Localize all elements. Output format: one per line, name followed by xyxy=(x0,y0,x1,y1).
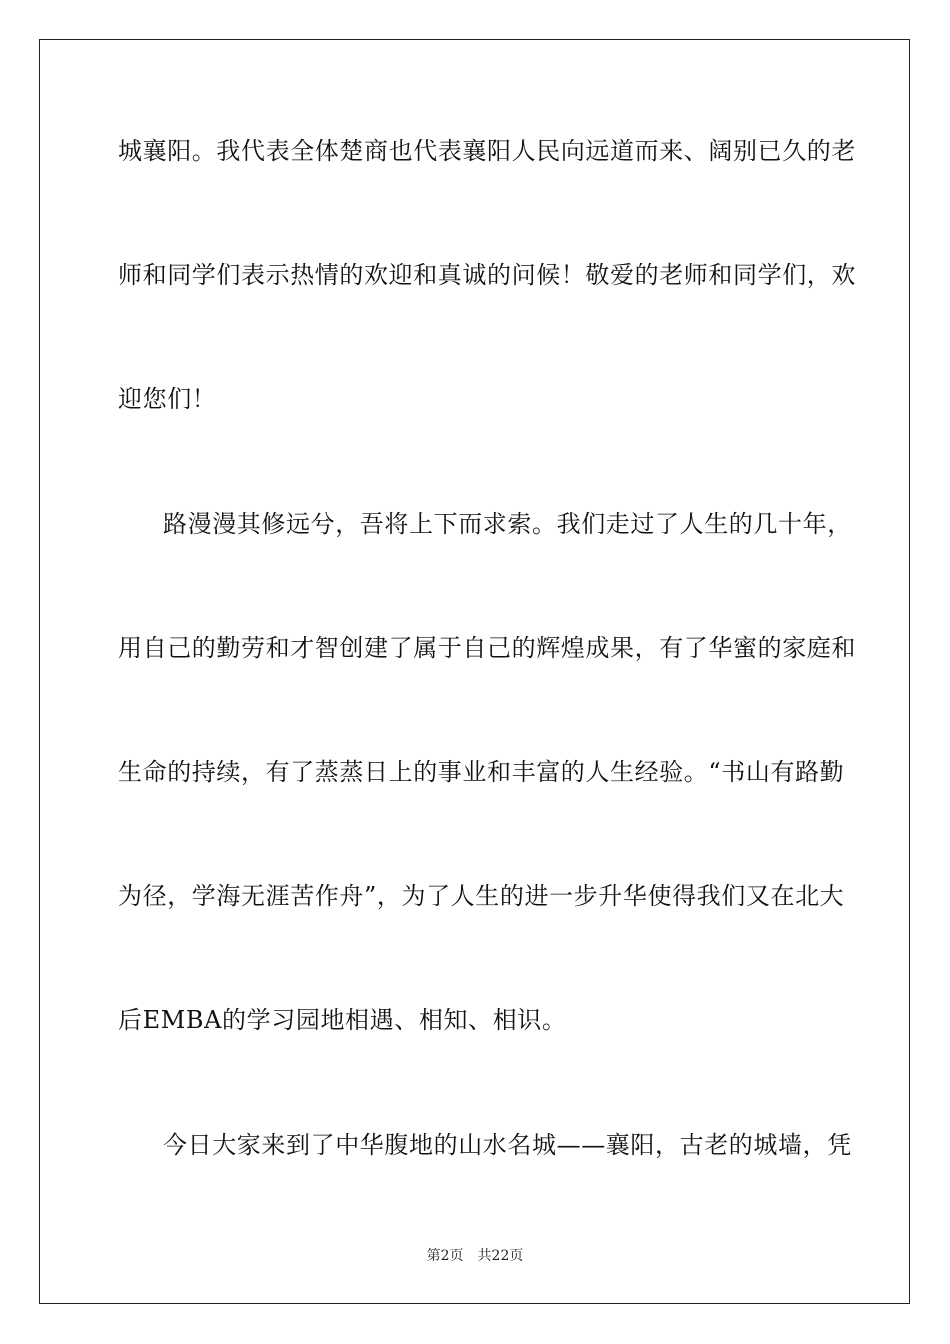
paragraph-line-2: 师和同学们表示热情的欢迎和真诚的问候！敬爱的老师和同学们，欢 xyxy=(118,261,856,289)
paragraph-line-8: 后EMBA的学习园地相遇、相知、相识。 xyxy=(118,1006,567,1034)
page-number-footer: 第2页 共22页 xyxy=(426,1248,524,1264)
page-border xyxy=(39,39,910,1304)
paragraph-line-6: 生命的持续，有了蒸蒸日上的事业和丰富的人生经验。“书山有路勤 xyxy=(118,758,845,786)
paragraph-line-7: 为径，学海无涯苦作舟”，为了人生的进一步升华使得我们又在北大 xyxy=(118,882,845,910)
paragraph-line-1: 城襄阳。我代表全体楚商也代表襄阳人民向远道而来、阔别已久的老 xyxy=(118,137,856,165)
paragraph-line-3: 迎您们！ xyxy=(118,385,217,413)
paragraph-line-5: 用自己的勤劳和才智创建了属于自己的辉煌成果，有了华蜜的家庭和 xyxy=(118,634,856,662)
paragraph-line-4: 路漫漫其修远兮，吾将上下而求索。我们走过了人生的几十年， xyxy=(163,510,852,538)
paragraph-line-9: 今日大家来到了中华腹地的山水名城——襄阳，古老的城墙，凭 xyxy=(163,1131,852,1159)
